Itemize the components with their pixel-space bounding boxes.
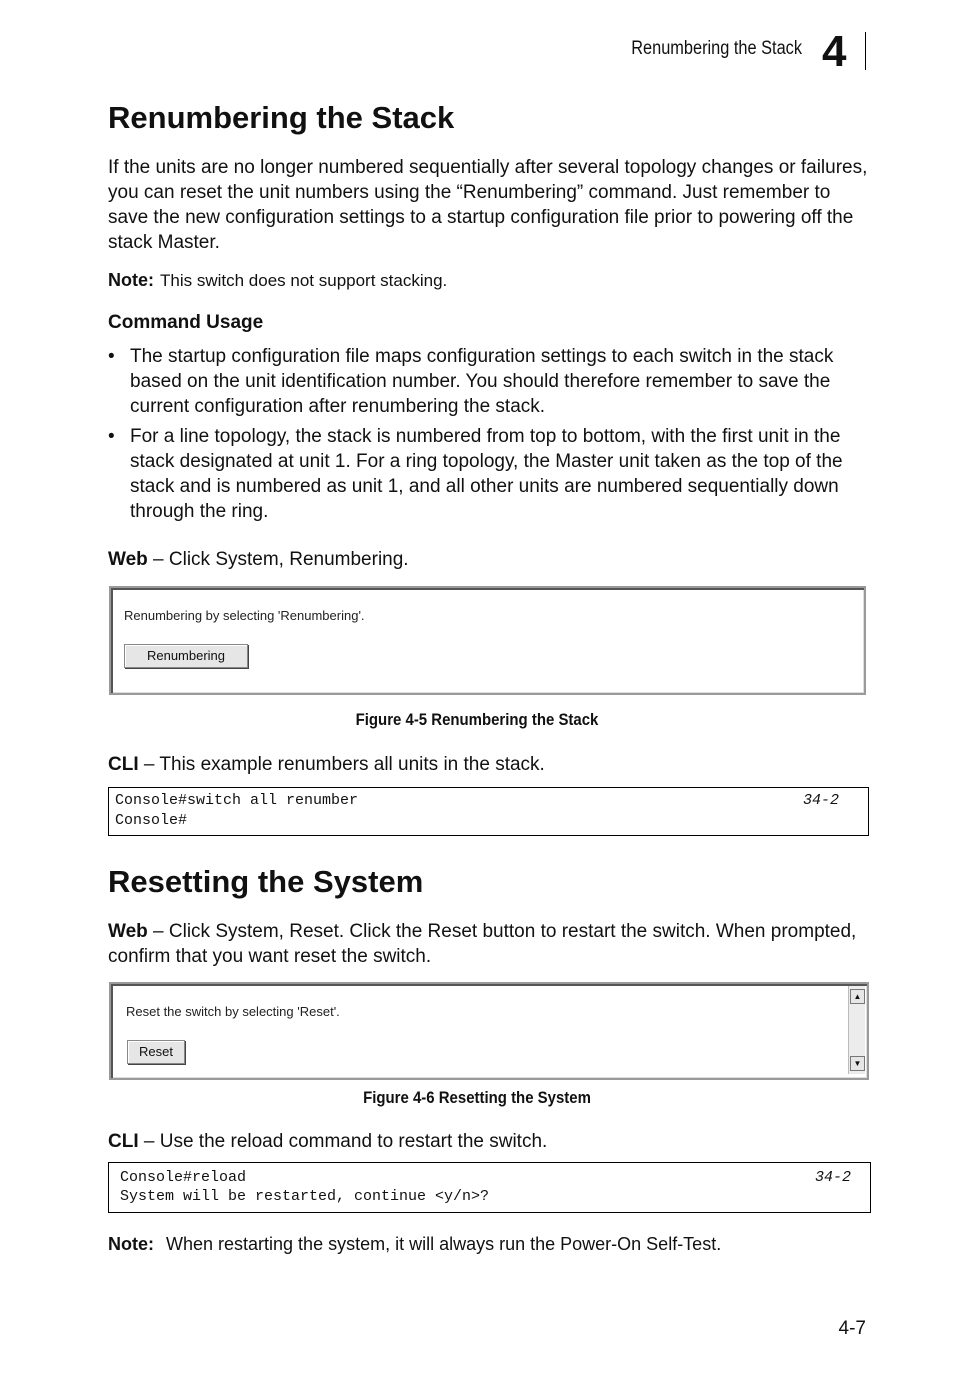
note-stacking — [108, 270, 447, 291]
cli-code-block-reload — [108, 1162, 871, 1213]
cli-instruction-renumbering — [108, 752, 868, 777]
reset-screenshot — [109, 982, 869, 1080]
code-reference: 34-2 — [803, 792, 840, 809]
renumbering-screenshot — [109, 586, 866, 695]
renumbering-button[interactable]: Renumbering — [124, 644, 248, 668]
renumbering-instruction: Renumbering by selecting 'Renumbering'. — [124, 608, 365, 623]
note-label: Note: — [108, 270, 154, 290]
intro-paragraph: If the units are no longer numbered sequentially after several topology changes or failures, you can reset the unit numbers using the “Renumbering” command. Just remember to save the new configuration settings to a startup configuration file prior to powering off the stack Master. — [108, 157, 868, 253]
running-header-title: Renumbering the Stack — [631, 38, 802, 59]
bullet-text: For a line topology, the stack is numbered from top to bottom, with the first unit in the stack designated at unit 1. For a ring topology, the Master unit taken as the top of the stack and is numbered as unit 1, and all other units are numbered sequentially down through the ring. — [130, 426, 843, 522]
code-line: Console#switch all renumber — [115, 792, 359, 809]
code-line: Console# — [115, 812, 188, 829]
bullet-text: The startup configuration file maps configuration settings to each switch in the stack based on the unit identification number. You should therefore remember to save the current configuration after renumbering the stack. — [130, 346, 834, 417]
cli-text: – This example renumbers all units in the stack. — [138, 754, 545, 775]
cli-label: CLI — [108, 754, 139, 775]
web-text: – Click System, Reset. Click the Reset button to restart the switch. When prompted, confirm that you want reset the switch. — [108, 921, 857, 967]
page-number: 4-7 — [838, 1318, 866, 1339]
section-heading-resetting: Resetting the System — [108, 864, 424, 899]
reset-instruction: Reset the switch by selecting 'Reset'. — [126, 1004, 340, 1019]
code-line: Console#reload — [120, 1169, 247, 1186]
scroll-down-icon[interactable]: ▼ — [850, 1056, 865, 1071]
note-text: This switch does not support stacking. — [160, 271, 448, 290]
web-label: Web — [108, 549, 148, 570]
code-line: System will be restarted, continue <y/n>? — [120, 1188, 490, 1205]
cli-code-block-renumber — [108, 787, 869, 836]
figure-caption-4-6: Figure 4-6 Resetting the System — [363, 1088, 591, 1107]
web-instruction-reset — [108, 919, 868, 969]
code-reference: 34-2 — [815, 1169, 852, 1186]
note-label: Note: — [108, 1234, 154, 1254]
cli-instruction-reset — [108, 1129, 868, 1154]
web-label: Web — [108, 921, 148, 942]
note-post — [108, 1234, 721, 1255]
scroll-up-icon[interactable]: ▲ — [850, 989, 865, 1004]
web-instruction-renumbering — [108, 547, 868, 572]
cli-text: – Use the reload command to restart the switch. — [138, 1131, 548, 1152]
command-usage-heading: Command Usage — [108, 312, 264, 333]
cli-label: CLI — [108, 1131, 139, 1152]
bullet-dot: • — [108, 346, 115, 367]
vertical-scrollbar[interactable] — [848, 986, 865, 1074]
chapter-number: 4 — [822, 27, 847, 76]
bullet-dot: • — [108, 426, 115, 447]
web-text: – Click System, Renumbering. — [147, 549, 409, 570]
note-text: When restarting the system, it will always run the Power-On Self-Test. — [166, 1234, 722, 1254]
chapter-divider — [865, 32, 866, 70]
section-heading-renumbering: Renumbering the Stack — [108, 100, 455, 135]
figure-caption-4-5: Figure 4-5 Renumbering the Stack — [355, 710, 599, 729]
reset-button[interactable]: Reset — [127, 1040, 185, 1064]
